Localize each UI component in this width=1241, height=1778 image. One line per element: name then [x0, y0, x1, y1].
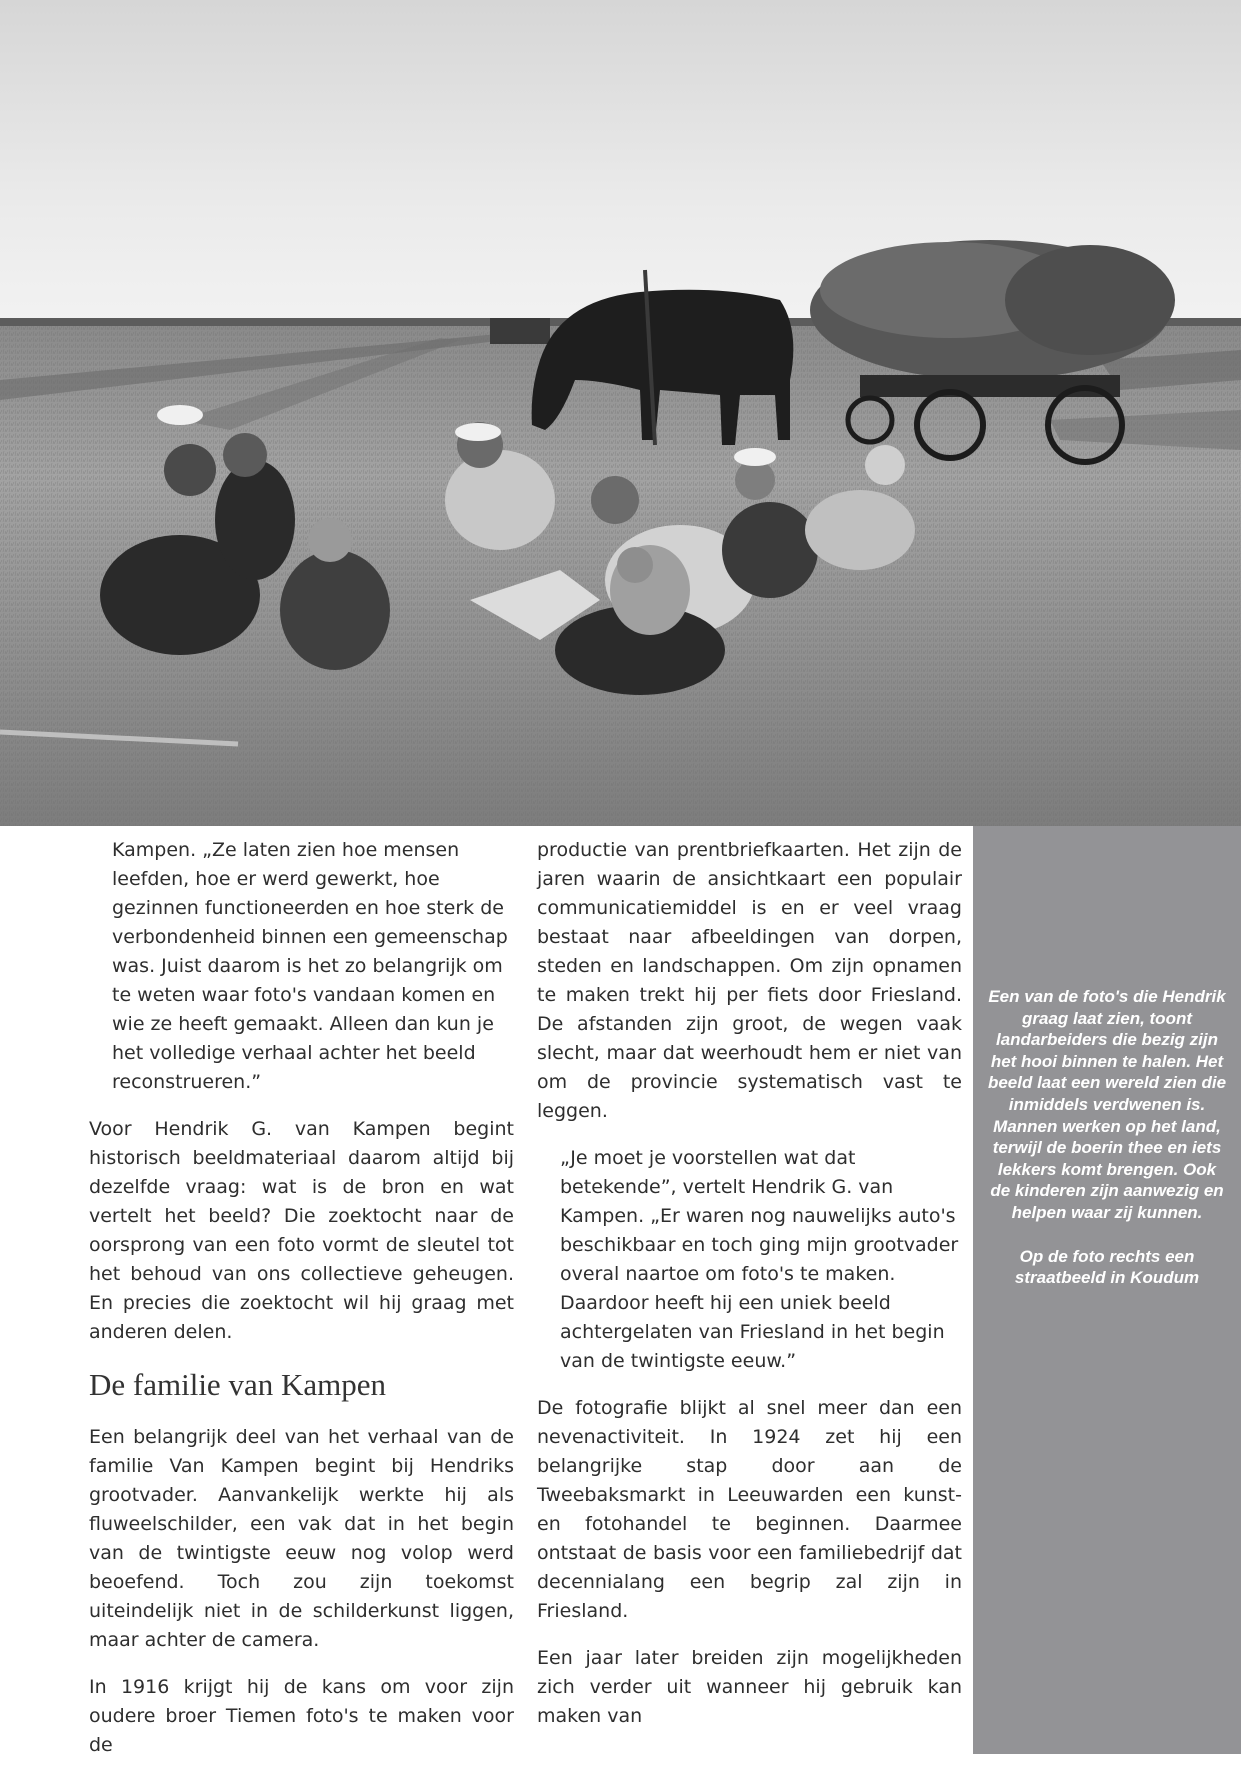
hay-harvest-photo [0, 0, 1241, 826]
pull-quote: „Je moet je voorstellen wat dat betekende”, vertelt Hendrik G. van Kampen. „Er waren nog nauwelijks auto's beschikbaar en toch ging mijn grootvader overal naartoe om foto's te maken. Daardoor heeft hij een uniek beeld achtergelaten van Friesland in het begin van de twintigste eeuw.” [560, 1147, 959, 1372]
body-paragraph: Een belangrijk deel van het verhaal van de familie Van Kampen begint bij Hendriks grootvader. Aanvankelijk werkte hij als fluweelschilder, een vak dat in het begin van de twintigste eeuw nog volop werd beoefend. Toch zou zijn toekomst uiteindelijk niet in de schilderkunst liggen, maar achter de camera. [89, 1426, 514, 1651]
caption-sidebar [973, 826, 1241, 1754]
caption-text: Een van de foto's die Hendrik graag laat zien, toont landarbeiders die bezig zijn het hooi binnen te halen. Het beeld laat een wereld zien die inmiddels verdwenen is. Mannen werken op het land, terwijl de boerin thee en iets lekkers komt brengen. Ook de kinderen zijn aanwezig en helpen waar zij kunnen. [987, 987, 1227, 1222]
body-paragraph: De fotografie blijkt al snel meer dan een nevenactiviteit. In 1924 zet hij een belangrijke stap door aan de Tweebaksmarkt in Leeuwarden een kunst- en fotohandel te beginnen. Daarmee ontstaat de basis voor een familiebedrijf dat decennialang een begrip zal zijn in Friesland. [537, 1397, 962, 1622]
body-paragraph: productie van prentbriefkaarten. Het zijn de jaren waarin de ansichtkaart een populair communicatiemiddel is en er veel vraag bestaat naar afbeeldingen van dorpen, steden en landschappen. Om zijn opnamen te maken trekt hij per fiets door Friesland. De afstanden zijn groot, de wegen vaak slecht, maar dat weerhoudt hem er niet van om de provincie systematisch vast te leggen. [537, 839, 962, 1122]
body-paragraph: Een jaar later breiden zijn mogelijkheden zich verder uit wanneer hij gebruik kan maken van [537, 1647, 962, 1727]
body-paragraph: In 1916 krijgt hij de kans om voor zijn oudere broer Tiemen foto's te maken voor de [89, 1676, 514, 1756]
photo-hay-harvest [0, 0, 1241, 826]
article-right-column [537, 836, 962, 1749]
photo-caption [987, 986, 1227, 1289]
pull-quote: Kampen. „Ze laten zien hoe mensen leefden, hoe er werd gewerkt, hoe gezinnen functioneerden en hoe sterk de verbondenheid binnen een gemeenschap was. Juist daarom is het zo belangrijk om te weten waar foto's vandaan komen en wie ze heeft gemaakt. Alleen dan kun je het volledige verhaal achter het beeld reconstrueren.” [112, 839, 508, 1093]
section-heading: De familie van Kampen [89, 1367, 386, 1402]
caption-photo-note: Op de foto rechts een straatbeeld in Koudum [1014, 1246, 1200, 1288]
article-left-column [89, 836, 514, 1778]
body-paragraph: Voor Hendrik G. van Kampen begint historisch beeldmateriaal daarom altijd bij dezelfde vraag: wat is de bron en wat vertelt het beeld? Die zoektocht naar de oorsprong van een foto vormt de sleutel tot het behoud van ons collectieve geheugen. En precies die zoektocht wil hij graag met anderen delen. [89, 1118, 514, 1343]
